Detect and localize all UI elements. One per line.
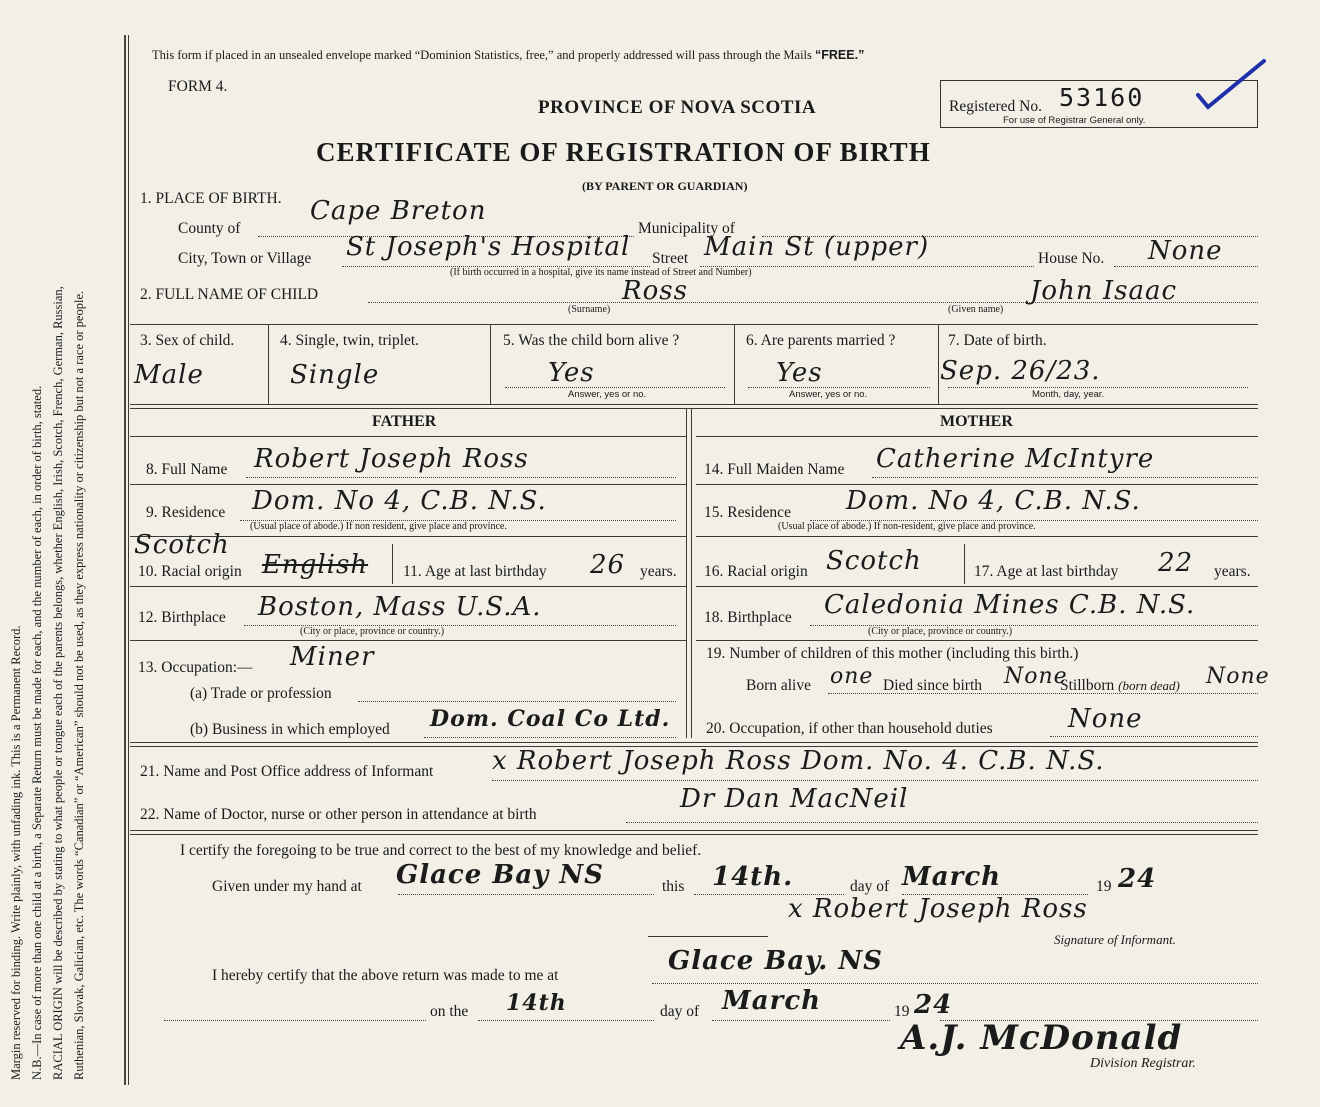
father-trade-label: (a) Trade or profession bbox=[190, 685, 332, 702]
registrar-place-value: Glace Bay. NS bbox=[668, 946, 883, 976]
margin-line-4: Ruthenian, Slovak, Galician, etc. The words “Canadian” or “American” should not be used, as they express nationality or citizenship but not a race or people. bbox=[72, 290, 86, 1080]
given-name-note: (Given name) bbox=[948, 304, 1004, 315]
mail-notice: This form if placed in an unsealed envelope marked “Dominion Statistics, free,” and properly addressed will pass through the Mails “FREE.” bbox=[152, 48, 865, 62]
year-value: 24 bbox=[1118, 864, 1157, 894]
mother-name-value: Catherine McIntyre bbox=[876, 444, 1155, 474]
father-racial-struck: English bbox=[262, 550, 369, 580]
place-of-birth-label: 1. PLACE OF BIRTH. bbox=[140, 190, 282, 207]
mother-occupation-value: None bbox=[1068, 704, 1143, 734]
father-occupation-value: Miner bbox=[290, 642, 375, 672]
mother-heading: MOTHER bbox=[940, 413, 1013, 430]
father-age-suffix: years. bbox=[640, 563, 677, 580]
father-age-label: 11. Age at last birthday bbox=[403, 563, 547, 580]
father-name-value: Robert Joseph Ross bbox=[254, 444, 529, 474]
informant-label: 21. Name and Post Office address of Informant bbox=[140, 763, 434, 780]
dob-label: 7. Date of birth. bbox=[948, 332, 1047, 349]
mother-racial-value: Scotch bbox=[826, 546, 922, 576]
sex-value: Male bbox=[134, 360, 204, 390]
given-under-label: Given under my hand at bbox=[212, 878, 362, 895]
registration-day-of-label: day of bbox=[660, 1003, 700, 1020]
informant-signature-label: Signature of Informant. bbox=[1054, 932, 1176, 947]
mother-birthplace-value: Caledonia Mines C.B. N.S. bbox=[824, 590, 1196, 620]
street-label: Street bbox=[652, 250, 689, 267]
margin-line-1: Margin reserved for binding. Write plainly, with unfading ink. This is a Permanent Record. bbox=[9, 625, 23, 1080]
father-birthplace-label: 12. Birthplace bbox=[138, 609, 226, 626]
child-name-label: 2. FULL NAME OF CHILD bbox=[140, 286, 319, 303]
stillborn-note: (born dead) bbox=[1118, 678, 1180, 693]
registration-year-prefix: 19 bbox=[894, 1003, 910, 1020]
margin-line-3: RACIAL ORIGIN will be described by stating to what people or tongue each of the parents belongs, whether English, Irish, Scotch, French, German, Russian, bbox=[51, 286, 65, 1080]
died-label: Died since birth bbox=[883, 677, 983, 694]
registrar-certify-text: I hereby certify that the above return was made to me at bbox=[212, 967, 559, 984]
margin-line-2: N.B.—In case of more than one child at a birth, a Separate Return must be made for each, and the number of each, in order of birth, stated. bbox=[30, 385, 44, 1080]
city-value: St Joseph's Hospital bbox=[346, 232, 631, 262]
page-title: CERTIFICATE OF REGISTRATION OF BIRTH bbox=[316, 137, 931, 167]
on-the-label: on the bbox=[430, 1003, 469, 1020]
born-alive-count-value: one bbox=[830, 664, 874, 689]
died-value: None bbox=[1004, 664, 1068, 689]
municipality-label: Municipality of bbox=[638, 220, 735, 237]
page-subtitle: (BY PARENT OR GUARDIAN) bbox=[582, 179, 748, 193]
dob-note: Month, day, year. bbox=[1032, 389, 1105, 400]
registrar-only-note: For use of Registrar General only. bbox=[1003, 115, 1146, 126]
dob-value: Sep. 26/23. bbox=[940, 356, 1101, 386]
father-business-label: (b) Business in which employed bbox=[190, 721, 390, 738]
doctor-label: 22. Name of Doctor, nurse or other person in attendance at birth bbox=[140, 806, 537, 823]
mother-age-label: 17. Age at last birthday bbox=[974, 563, 1119, 580]
month-value: March bbox=[902, 862, 1002, 892]
registrar-signature: A.J. McDonald bbox=[900, 1018, 1183, 1058]
margin-border bbox=[124, 35, 126, 1085]
year-prefix: 19 bbox=[1096, 878, 1112, 895]
registration-month-value: March bbox=[722, 986, 822, 1016]
father-name-label: 8. Full Name bbox=[146, 461, 228, 478]
margin-border-inner bbox=[128, 35, 129, 1085]
father-residence-value: Dom. No 4, C.B. N.S. bbox=[252, 486, 547, 516]
mother-name-label: 14. Full Maiden Name bbox=[704, 461, 845, 478]
city-label: City, Town or Village bbox=[178, 250, 312, 267]
mother-residence-label: 15. Residence bbox=[704, 504, 791, 521]
stillborn-label: Stillborn (born dead) bbox=[1060, 677, 1180, 694]
father-residence-note: (Usual place of abode.) If non resident, give place and province. bbox=[250, 521, 507, 532]
informant-value: x Robert Joseph Ross Dom. No. 4. C.B. N.S. bbox=[492, 746, 1105, 776]
form-number: FORM 4. bbox=[168, 78, 228, 95]
father-racial-label: 10. Racial origin bbox=[138, 563, 242, 580]
mother-age-suffix: years. bbox=[1214, 563, 1251, 580]
mother-residence-note: (Usual place of abode.) If non-resident, give place and province. bbox=[778, 521, 1036, 532]
mother-children-label: 19. Number of children of this mother (including this birth.) bbox=[706, 645, 1079, 662]
father-racial-correction: Scotch bbox=[134, 530, 230, 560]
parents-married-value: Yes bbox=[776, 358, 823, 388]
multiple-birth-value: Single bbox=[290, 360, 380, 390]
registered-label: Registered No. bbox=[949, 98, 1042, 115]
street-value: Main St (upper) bbox=[704, 232, 930, 262]
father-residence-label: 9. Residence bbox=[146, 504, 226, 521]
father-business-value: Dom. Coal Co Ltd. bbox=[430, 706, 671, 732]
house-value: None bbox=[1148, 236, 1223, 266]
registration-year-value: 24 bbox=[914, 990, 953, 1020]
given-place-value: Glace Bay NS bbox=[396, 860, 604, 890]
county-value: Cape Breton bbox=[310, 196, 487, 226]
doctor-value: Dr Dan MacNeil bbox=[680, 784, 909, 814]
mail-notice-free: “FREE.” bbox=[815, 48, 865, 62]
parents-married-note: Answer, yes or no. bbox=[789, 389, 868, 400]
father-birthplace-value: Boston, Mass U.S.A. bbox=[258, 592, 542, 622]
certify-text: I certify the foregoing to be true and correct to the best of my knowledge and belief. bbox=[180, 842, 702, 859]
registration-day-value: 14th bbox=[506, 990, 567, 1016]
mother-residence-value: Dom. No 4, C.B. N.S. bbox=[846, 486, 1141, 516]
division-registrar-label: Division Registrar. bbox=[1090, 1056, 1196, 1071]
day-value: 14th. bbox=[712, 862, 794, 892]
multiple-birth-label: 4. Single, twin, triplet. bbox=[280, 332, 420, 349]
stillborn-value: None bbox=[1206, 664, 1270, 689]
surname-note: (Surname) bbox=[568, 304, 611, 315]
house-label: House No. bbox=[1038, 250, 1105, 267]
mother-birthplace-label: 18. Birthplace bbox=[704, 609, 792, 626]
province-heading: PROVINCE OF NOVA SCOTIA bbox=[538, 97, 817, 118]
mother-age-value: 22 bbox=[1158, 548, 1194, 578]
check-mark-icon bbox=[1190, 55, 1270, 110]
born-alive-label: 5. Was the child born alive ? bbox=[503, 332, 680, 349]
sex-label: 3. Sex of child. bbox=[140, 332, 235, 349]
day-of-label: day of bbox=[850, 878, 890, 895]
father-occupation-label: 13. Occupation:— bbox=[138, 659, 253, 676]
margin-instructions bbox=[6, 20, 90, 1080]
born-alive-value: Yes bbox=[548, 358, 595, 388]
county-label: County of bbox=[178, 220, 241, 237]
father-heading: FATHER bbox=[372, 413, 437, 430]
hospital-note: (If birth occurred in a hospital, give its name instead of Street and Number) bbox=[450, 267, 752, 278]
father-age-value: 26 bbox=[590, 550, 626, 580]
given-name-value: John Isaac bbox=[1030, 276, 1178, 306]
born-alive-note: Answer, yes or no. bbox=[568, 389, 647, 400]
mother-occupation-label: 20. Occupation, if other than household duties bbox=[706, 720, 993, 737]
mother-birthplace-note: (City or place, province or country.) bbox=[868, 626, 1013, 637]
mother-racial-label: 16. Racial origin bbox=[704, 563, 808, 580]
born-alive-count-label: Born alive bbox=[746, 677, 811, 694]
parents-married-label: 6. Are parents married ? bbox=[746, 332, 896, 349]
registered-number: 53160 bbox=[1059, 83, 1145, 112]
informant-signature: x Robert Joseph Ross bbox=[788, 894, 1088, 924]
father-birthplace-note: (City or place, province or country.) bbox=[300, 626, 445, 637]
this-label: this bbox=[662, 878, 685, 895]
surname-value: Ross bbox=[622, 276, 688, 306]
